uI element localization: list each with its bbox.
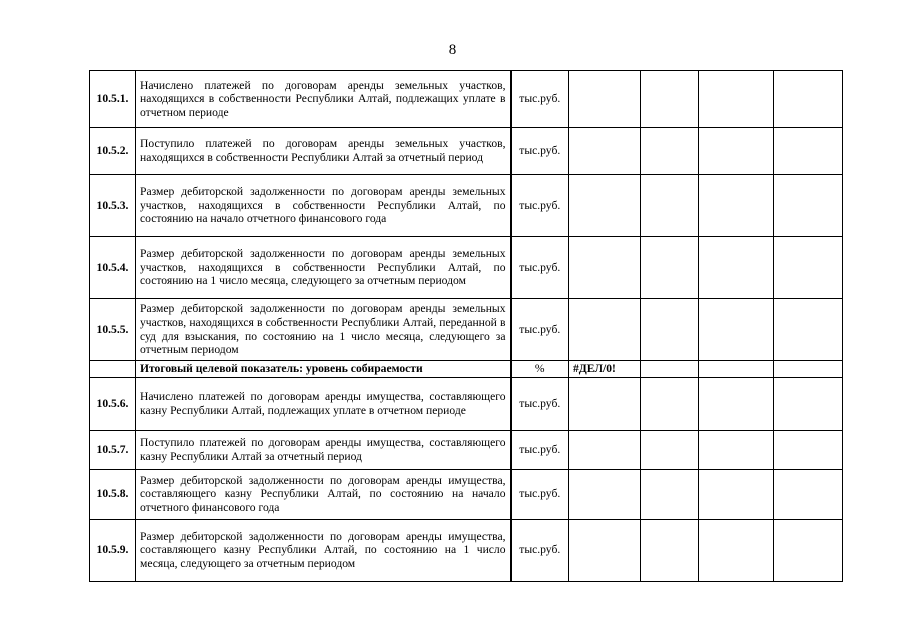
empty-cell bbox=[699, 237, 774, 299]
row-value bbox=[569, 469, 641, 519]
empty-cell bbox=[774, 237, 843, 299]
table-row bbox=[90, 237, 843, 299]
empty-cell bbox=[699, 361, 774, 378]
row-description: Поступило платежей по договорам аренды земельных участков, находящихся в собственности Республики Алтай за отчетный период bbox=[136, 128, 511, 175]
empty-cell bbox=[774, 361, 843, 378]
row-unit: тыс.руб. bbox=[511, 175, 569, 237]
empty-cell bbox=[641, 299, 699, 361]
row-number: 10.5.7. bbox=[90, 430, 136, 469]
row-value bbox=[569, 430, 641, 469]
empty-cell bbox=[641, 361, 699, 378]
row-description: Размер дебиторской задолженности по договорам аренды земельных участков, находящихся в собственности Республики Алтай, по состоянию на 1 число месяца, следующего за отчетным периодом bbox=[136, 237, 511, 299]
table-row bbox=[90, 128, 843, 175]
row-unit: тыс.руб. bbox=[511, 237, 569, 299]
empty-cell bbox=[699, 377, 774, 430]
row-unit: тыс.руб. bbox=[511, 71, 569, 128]
table-row bbox=[90, 469, 843, 519]
empty-cell bbox=[774, 128, 843, 175]
empty-cell bbox=[699, 469, 774, 519]
empty-cell bbox=[774, 519, 843, 581]
empty-cell bbox=[774, 377, 843, 430]
empty-cell bbox=[641, 71, 699, 128]
row-number: 10.5.8. bbox=[90, 469, 136, 519]
table-row bbox=[90, 377, 843, 430]
row-number: 10.5.2. bbox=[90, 128, 136, 175]
empty-cell bbox=[774, 469, 843, 519]
row-value bbox=[569, 71, 641, 128]
row-unit: тыс.руб. bbox=[511, 299, 569, 361]
table-row bbox=[90, 430, 843, 469]
empty-cell bbox=[699, 71, 774, 128]
empty-cell bbox=[641, 469, 699, 519]
empty-cell bbox=[641, 430, 699, 469]
row-value bbox=[569, 128, 641, 175]
row-unit: тыс.руб. bbox=[511, 128, 569, 175]
row-description: Начислено платежей по договорам аренды имущества, составляющего казну Республики Алтай, подлежащих уплате в отчетном периоде bbox=[136, 377, 511, 430]
row-description: Размер дебиторской задолженности по договорам аренды земельных участков, находящихся в собственности Республики Алтай, по состоянию на начало отчетного финансового года bbox=[136, 175, 511, 237]
row-number: 10.5.5. bbox=[90, 299, 136, 361]
empty-cell bbox=[699, 299, 774, 361]
row-description: Начислено платежей по договорам аренды земельных участков, находящихся в собственности Республики Алтай, подлежащих уплате в отчетном периоде bbox=[136, 71, 511, 128]
empty-cell bbox=[774, 71, 843, 128]
row-number: 10.5.9. bbox=[90, 519, 136, 581]
row-value bbox=[569, 237, 641, 299]
row-unit: тыс.руб. bbox=[511, 430, 569, 469]
table-row bbox=[90, 175, 843, 237]
page-number: 8 bbox=[448, 42, 457, 58]
row-description: Размер дебиторской задолженности по договорам аренды земельных участков, находящихся в собственности Республики Алтай, переданной в суд для взыскания, по состоянию на 1 число месяца, следующего за отчетным периодом bbox=[136, 299, 511, 361]
table-row bbox=[90, 299, 843, 361]
row-number bbox=[90, 361, 136, 378]
empty-cell bbox=[699, 430, 774, 469]
row-value bbox=[569, 519, 641, 581]
row-unit: тыс.руб. bbox=[511, 469, 569, 519]
empty-cell bbox=[641, 128, 699, 175]
row-unit: тыс.руб. bbox=[511, 377, 569, 430]
empty-cell bbox=[774, 430, 843, 469]
empty-cell bbox=[774, 299, 843, 361]
table-row bbox=[90, 71, 843, 128]
empty-cell bbox=[641, 237, 699, 299]
row-number: 10.5.4. bbox=[90, 237, 136, 299]
table-row bbox=[90, 519, 843, 581]
empty-cell bbox=[699, 128, 774, 175]
row-unit: % bbox=[511, 361, 569, 378]
row-number: 10.5.6. bbox=[90, 377, 136, 430]
row-unit: тыс.руб. bbox=[511, 519, 569, 581]
total-indicator-value: #ДЕЛ/0! bbox=[569, 361, 641, 378]
row-number: 10.5.1. bbox=[90, 71, 136, 128]
row-description: Поступило платежей по договорам аренды имущества, составляющего казну Республики Алтай за отчетный период bbox=[136, 430, 511, 469]
row-description: Размер дебиторской задолженности по договорам аренды имущества, составляющего казну Республики Алтай, по состоянию на 1 число месяца, следующего за отчетным периодом bbox=[136, 519, 511, 581]
total-indicator-label: Итоговый целевой показатель: уровень собираемости bbox=[136, 361, 511, 378]
table-row-total bbox=[90, 361, 843, 378]
row-value bbox=[569, 299, 641, 361]
row-number: 10.5.3. bbox=[90, 175, 136, 237]
row-value bbox=[569, 175, 641, 237]
empty-cell bbox=[699, 175, 774, 237]
empty-cell bbox=[774, 175, 843, 237]
indicator-table bbox=[89, 70, 843, 582]
empty-cell bbox=[699, 519, 774, 581]
row-value bbox=[569, 377, 641, 430]
empty-cell bbox=[641, 519, 699, 581]
row-description: Размер дебиторской задолженности по договорам аренды имущества, составляющего казну Республики Алтай, по состоянию на начало отчетного финансового года bbox=[136, 469, 511, 519]
empty-cell bbox=[641, 377, 699, 430]
empty-cell bbox=[641, 175, 699, 237]
